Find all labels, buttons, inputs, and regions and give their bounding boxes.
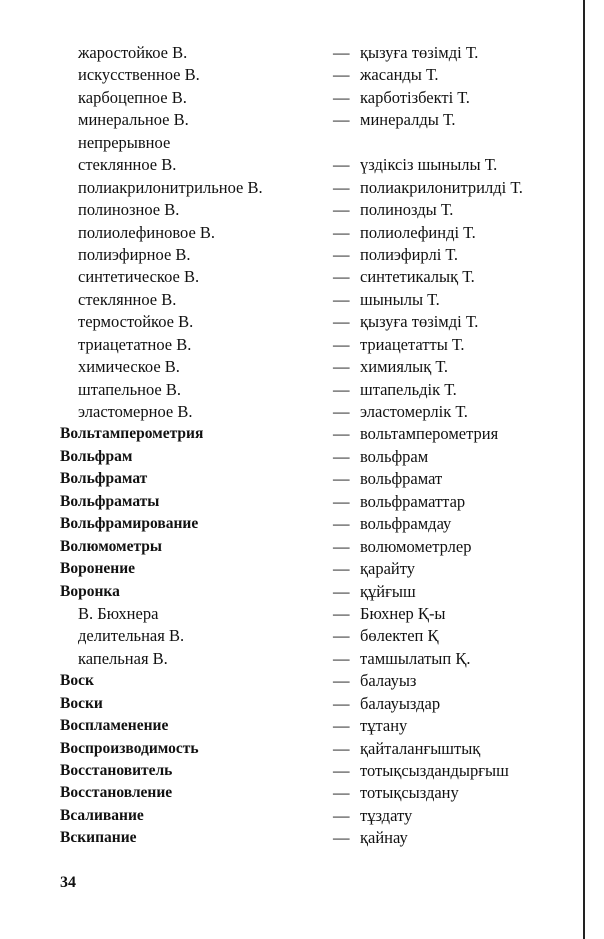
subentry-ru: полиолефиновое В. xyxy=(78,222,216,242)
headword-ru: Вольфрам xyxy=(60,447,133,465)
entry-row xyxy=(0,244,604,266)
entry-dash: — xyxy=(333,446,350,466)
entry-dash: — xyxy=(333,155,350,175)
subentry-ru: полиакрилонитрильное В. xyxy=(78,177,263,197)
translation-kz: полинозды Т. xyxy=(360,200,454,220)
translation-kz: эластомерлік Т. xyxy=(360,402,468,421)
entry-row xyxy=(0,446,604,468)
translation-kz: шынылы Т. xyxy=(360,289,440,309)
headword-ru: Вольфрамат xyxy=(60,470,148,488)
entry-dash: — xyxy=(333,177,350,197)
subentry-ru: синтетическое В. xyxy=(78,267,200,287)
translation-kz: тұтану xyxy=(360,716,408,736)
entry-dash: — xyxy=(333,828,350,848)
entry-dash: — xyxy=(333,65,350,85)
translation-kz: вольфрамат xyxy=(360,469,443,489)
entry-dash: — xyxy=(333,536,350,556)
entry-row xyxy=(0,581,604,603)
translation-kz: вольфрамдау xyxy=(360,514,452,534)
translation-kz: тұздату xyxy=(360,805,413,825)
translation-kz: карботізбекті Т. xyxy=(360,87,470,107)
entry-row xyxy=(0,491,604,513)
entry-row xyxy=(0,738,604,760)
entry-dash: — xyxy=(333,491,350,511)
entry-dash: — xyxy=(333,738,350,758)
translation-kz: бөлектеп Қ xyxy=(360,626,439,646)
headword-ru: Воск xyxy=(60,672,94,690)
entry-dash: — xyxy=(333,469,350,489)
entry-row xyxy=(0,513,604,535)
translation-kz: штапельдік Т. xyxy=(360,379,457,399)
headword-ru: Воронка xyxy=(60,582,120,600)
entry-row xyxy=(0,64,604,86)
subentry-ru: жаростойкое В. xyxy=(78,43,188,62)
subentry-ru: полинозное В. xyxy=(78,200,180,220)
headword-ru: Вскипание xyxy=(60,829,137,847)
subentry-ru: стеклянное В. xyxy=(78,155,177,175)
subentry-ru: непрерывное xyxy=(78,132,171,152)
entry-dash: — xyxy=(333,244,350,264)
entry-row xyxy=(0,423,604,445)
subentry-ru: штапельное В. xyxy=(78,379,181,399)
entry-row xyxy=(0,782,604,804)
entry-row xyxy=(0,42,604,64)
entry-row xyxy=(0,805,604,827)
subentry-ru: химическое В. xyxy=(78,357,180,377)
entry-dash: — xyxy=(333,559,350,579)
entry-row xyxy=(0,603,604,625)
translation-kz: құйғыш xyxy=(360,581,416,601)
entry-row xyxy=(0,401,604,423)
translation-kz: үздіксіз шынылы Т. xyxy=(360,155,498,175)
entry-dash: — xyxy=(333,783,350,803)
translation-kz: волюмометрлер xyxy=(360,536,472,556)
entry-row xyxy=(0,536,604,558)
subentry-ru: полиэфирное В. xyxy=(78,244,191,264)
translation-kz: синтетикалық Т. xyxy=(360,267,475,287)
translation-kz: тотықсыздану xyxy=(360,783,459,803)
translation-kz: тамшылатып Қ. xyxy=(360,648,471,668)
entry-dash: — xyxy=(333,357,350,377)
headword-ru: Вольфраматы xyxy=(60,492,160,510)
entry-row xyxy=(0,222,604,244)
entry-row xyxy=(0,177,604,199)
entry-dash: — xyxy=(333,43,350,62)
entry-dash: — xyxy=(333,671,350,691)
translation-kz: полиолефинді Т. xyxy=(360,222,476,242)
entry-row xyxy=(0,468,604,490)
entry-dash: — xyxy=(333,648,350,668)
headword-ru: Вольфрамирование xyxy=(60,515,199,533)
subentry-ru: В. Бюхнера xyxy=(78,603,159,623)
headword-ru: Восстановитель xyxy=(60,762,173,779)
subentry-ru: стеклянное В. xyxy=(78,289,177,309)
entry-row xyxy=(0,311,604,333)
page-edge-line xyxy=(583,0,585,939)
entry-dash: — xyxy=(333,200,350,220)
entry-dash: — xyxy=(333,87,350,107)
entry-row xyxy=(0,760,604,782)
entry-row xyxy=(0,670,604,692)
translation-kz: қызуға төзімді Т. xyxy=(360,43,479,62)
translation-kz: балауыз xyxy=(360,671,417,691)
entry-row xyxy=(0,87,604,109)
entry-row xyxy=(0,827,604,849)
entry-dash: — xyxy=(333,334,350,354)
headword-ru: Восстановление xyxy=(60,784,173,802)
headword-ru: Воспламенение xyxy=(60,717,169,735)
entry-dash: — xyxy=(333,424,350,444)
entry-row xyxy=(0,266,604,288)
entry-row xyxy=(0,379,604,401)
translation-kz: қайталанғыштық xyxy=(360,738,481,758)
translation-kz: қарайту xyxy=(360,559,415,579)
subentry-ru: эластомерное В. xyxy=(78,402,193,421)
entry-dash: — xyxy=(333,110,350,130)
headword-ru: Воски xyxy=(60,694,103,712)
translation-kz: химиялық Т. xyxy=(360,357,448,377)
entry-dash: — xyxy=(333,514,350,534)
entry-dash: — xyxy=(333,761,350,780)
entry-dash: — xyxy=(333,693,350,713)
entry-dash: — xyxy=(333,402,350,421)
entry-row xyxy=(0,356,604,378)
translation-kz: полиакрилонитрилді Т. xyxy=(360,177,523,197)
entry-dash: — xyxy=(333,626,350,646)
subentry-ru: минеральное В. xyxy=(78,110,189,130)
translation-kz: қайнау xyxy=(360,828,408,848)
entry-row xyxy=(0,558,604,580)
subentry-ru: карбоцепное В. xyxy=(78,87,187,107)
headword-ru: Вольтамперометрия xyxy=(60,425,204,443)
entry-row xyxy=(0,625,604,647)
translation-kz: Бюхнер Қ-ы xyxy=(360,603,446,623)
headword-ru: Волюмометры xyxy=(60,537,162,555)
translation-kz: вольтамперометрия xyxy=(360,424,499,444)
entry-dash: — xyxy=(333,289,350,309)
translation-kz: жасанды Т. xyxy=(360,65,439,85)
entry-row xyxy=(0,334,604,356)
entry-dash: — xyxy=(333,222,350,242)
entry-dash: — xyxy=(333,379,350,399)
entry-row xyxy=(0,715,604,737)
translation-kz: вольфрам xyxy=(360,446,429,466)
translation-kz: тотықсыздандырғыш xyxy=(360,761,509,780)
headword-ru: Воронение xyxy=(60,560,136,578)
subentry-ru: делительная В. xyxy=(78,626,185,646)
entry-dash: — xyxy=(333,716,350,736)
entry-row xyxy=(0,693,604,715)
entry-row xyxy=(0,199,604,221)
headword-ru: Всаливание xyxy=(60,806,144,824)
entry-row xyxy=(0,154,604,176)
subentry-ru: искусственное В. xyxy=(78,65,200,85)
entry-dash: — xyxy=(333,581,350,601)
entry-list xyxy=(0,42,604,850)
translation-kz: минералды Т. xyxy=(360,110,456,130)
headword-ru: Воспроизводимость xyxy=(60,739,199,757)
translation-kz: қызуға төзімді Т. xyxy=(360,312,479,332)
translation-kz: вольфраматтар xyxy=(360,491,466,511)
subentry-ru: термостойкое В. xyxy=(78,312,194,332)
entry-row xyxy=(0,109,604,131)
entry-dash: — xyxy=(333,312,350,332)
subentry-ru: капельная В. xyxy=(78,648,168,668)
translation-kz: балауыздар xyxy=(360,693,441,713)
entry-row xyxy=(0,289,604,311)
subentry-ru: триацетатное В. xyxy=(78,334,192,354)
page-number: 34 xyxy=(60,874,76,891)
translation-kz: триацетатты Т. xyxy=(360,334,465,354)
entry-dash: — xyxy=(333,603,350,623)
entry-row xyxy=(0,132,604,154)
entry-row xyxy=(0,648,604,670)
entry-dash: — xyxy=(333,805,350,825)
entry-dash: — xyxy=(333,267,350,287)
translation-kz: полиэфирлі Т. xyxy=(360,244,458,264)
